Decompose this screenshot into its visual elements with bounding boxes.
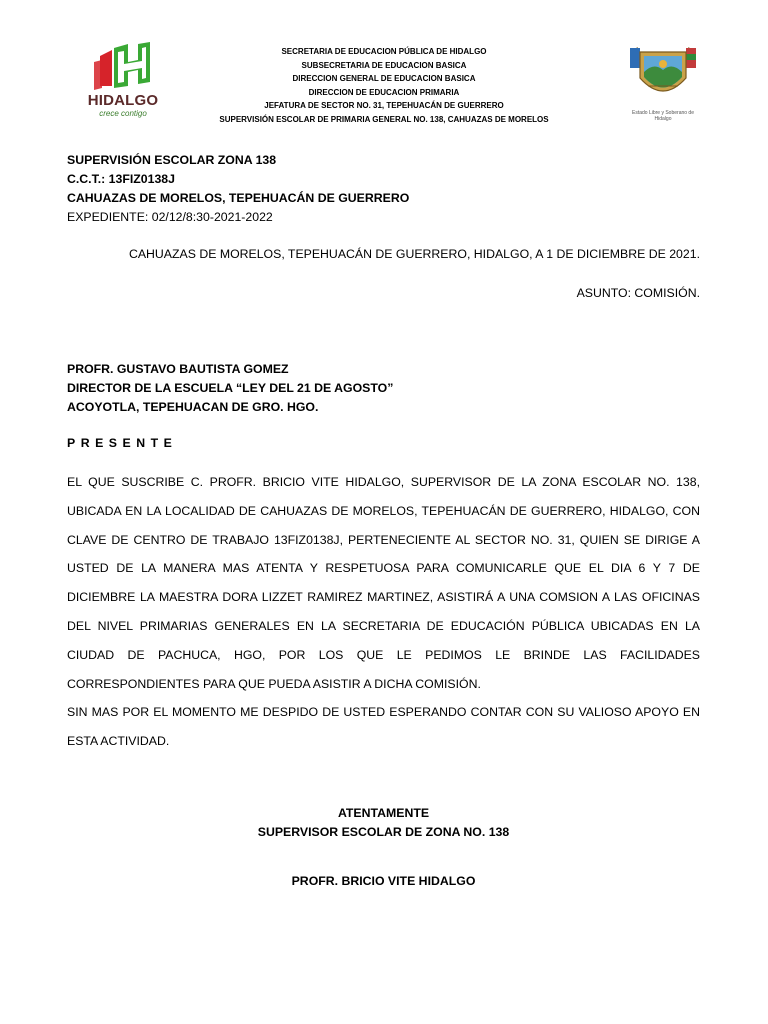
logo-wordmark: HIDALGO bbox=[87, 92, 159, 109]
sender-location: CAHUAZAS DE MORELOS, TEPEHUACÁN DE GUERRERO bbox=[67, 191, 410, 205]
signer-title: SUPERVISOR ESCOLAR DE ZONA NO. 138 bbox=[257, 825, 510, 839]
letter-body bbox=[67, 468, 700, 756]
state-coat-of-arms bbox=[626, 42, 700, 134]
header-line: DIRECCION DE EDUCACION PRIMARIA bbox=[308, 87, 460, 97]
body-paragraph: SIN MAS POR EL MOMENTO ME DESPIDO DE USTED ESPERANDO CONTAR CON SU VALIOSO APOYO EN ESTA ACTIVIDAD. bbox=[67, 705, 700, 749]
recipient-name: PROFR. GUSTAVO BAUTISTA GOMEZ bbox=[67, 362, 289, 376]
subject-line: ASUNTO: COMISIÓN. bbox=[576, 286, 700, 300]
sender-file-number: EXPEDIENTE: 02/12/8:30-2021-2022 bbox=[67, 210, 273, 224]
greeting: PRESENTE bbox=[67, 436, 178, 450]
place-and-date: CAHUAZAS DE MORELOS, TEPEHUACÁN DE GUERRERO, HIDALGO, A 1 DE DICIEMBRE DE 2021. bbox=[128, 247, 700, 261]
hidalgo-h-icon bbox=[94, 42, 152, 90]
header-line: SUBSECRETARIA DE EDUCACION BASICA bbox=[301, 60, 467, 70]
sender-cct: C.C.T.: 13FIZ0138J bbox=[67, 172, 175, 186]
hidalgo-logo bbox=[76, 42, 172, 122]
sender-block bbox=[67, 151, 409, 227]
seal-caption: Estado Libre y Soberano de Hidalgo bbox=[632, 110, 694, 122]
sender-office: SUPERVISIÓN ESCOLAR ZONA 138 bbox=[67, 153, 277, 167]
header-line: DIRECCION GENERAL DE EDUCACION BASICA bbox=[292, 74, 476, 84]
header-line: JEFATURA DE SECTOR NO. 31, TEPEHUACÁN DE GUERRERO bbox=[264, 101, 504, 111]
recipient-block bbox=[67, 360, 393, 417]
recipient-role: DIRECTOR DE LA ESCUELA “LEY DEL 21 DE AGOSTO” bbox=[67, 381, 394, 395]
institution-header bbox=[200, 45, 568, 127]
closing-text: ATENTAMENTE bbox=[337, 806, 430, 820]
body-paragraph: EL QUE SUSCRIBE C. PROFR. BRICIO VITE HIDALGO, SUPERVISOR DE LA ZONA ESCOLAR NO. 138, UBICADA EN LA LOCALIDAD DE CAHUAZAS DE MORELOS, TEPEHUACÁN DE GUERRERO, HIDALGO, CON CLAVE DE CENTRO DE TRABAJO 13FIZ0138J, PERTENECIENTE AL SECTOR NO. 31, QUIEN SE DIRIGE A USTED DE LA MANERA MAS ATENTA Y RESPETUOSA PARA COMUNICARLE QUE EL DIA 6 Y 7 DE DICIEMBRE LA MAESTRA DORA LIZZET RAMIREZ MARTINEZ, ASISTIRÁ A UNA COMSION A LAS OFICINAS DEL NIVEL PRIMARIAS GENERALES EN LA SECRETARIA DE EDUCACIÓN PÚBLICA UBICADAS EN LA CIUDAD DE PACHUCA, HGO, POR LOS QUE LE PEDIMOS LE BRINDE LAS FACILIDADES CORRESPONDIENTES PARA QUE PUEDA ASISTIR A DICHA COMISIÓN. bbox=[67, 475, 700, 691]
header-line: SUPERVISIÓN ESCOLAR DE PRIMARIA GENERAL NO. 138, CAHUAZAS DE MORELOS bbox=[219, 114, 549, 124]
header-line: SECRETARIA DE EDUCACION PÚBLICA DE HIDALGO bbox=[281, 47, 487, 56]
coat-of-arms-icon bbox=[626, 42, 700, 108]
signature-block bbox=[67, 804, 700, 842]
signer-name: PROFR. BRICIO VITE HIDALGO bbox=[291, 874, 476, 888]
logo-tagline: crece contigo bbox=[99, 109, 147, 118]
recipient-place: ACOYOTLA, TEPEHUACAN DE GRO. HGO. bbox=[67, 400, 319, 414]
